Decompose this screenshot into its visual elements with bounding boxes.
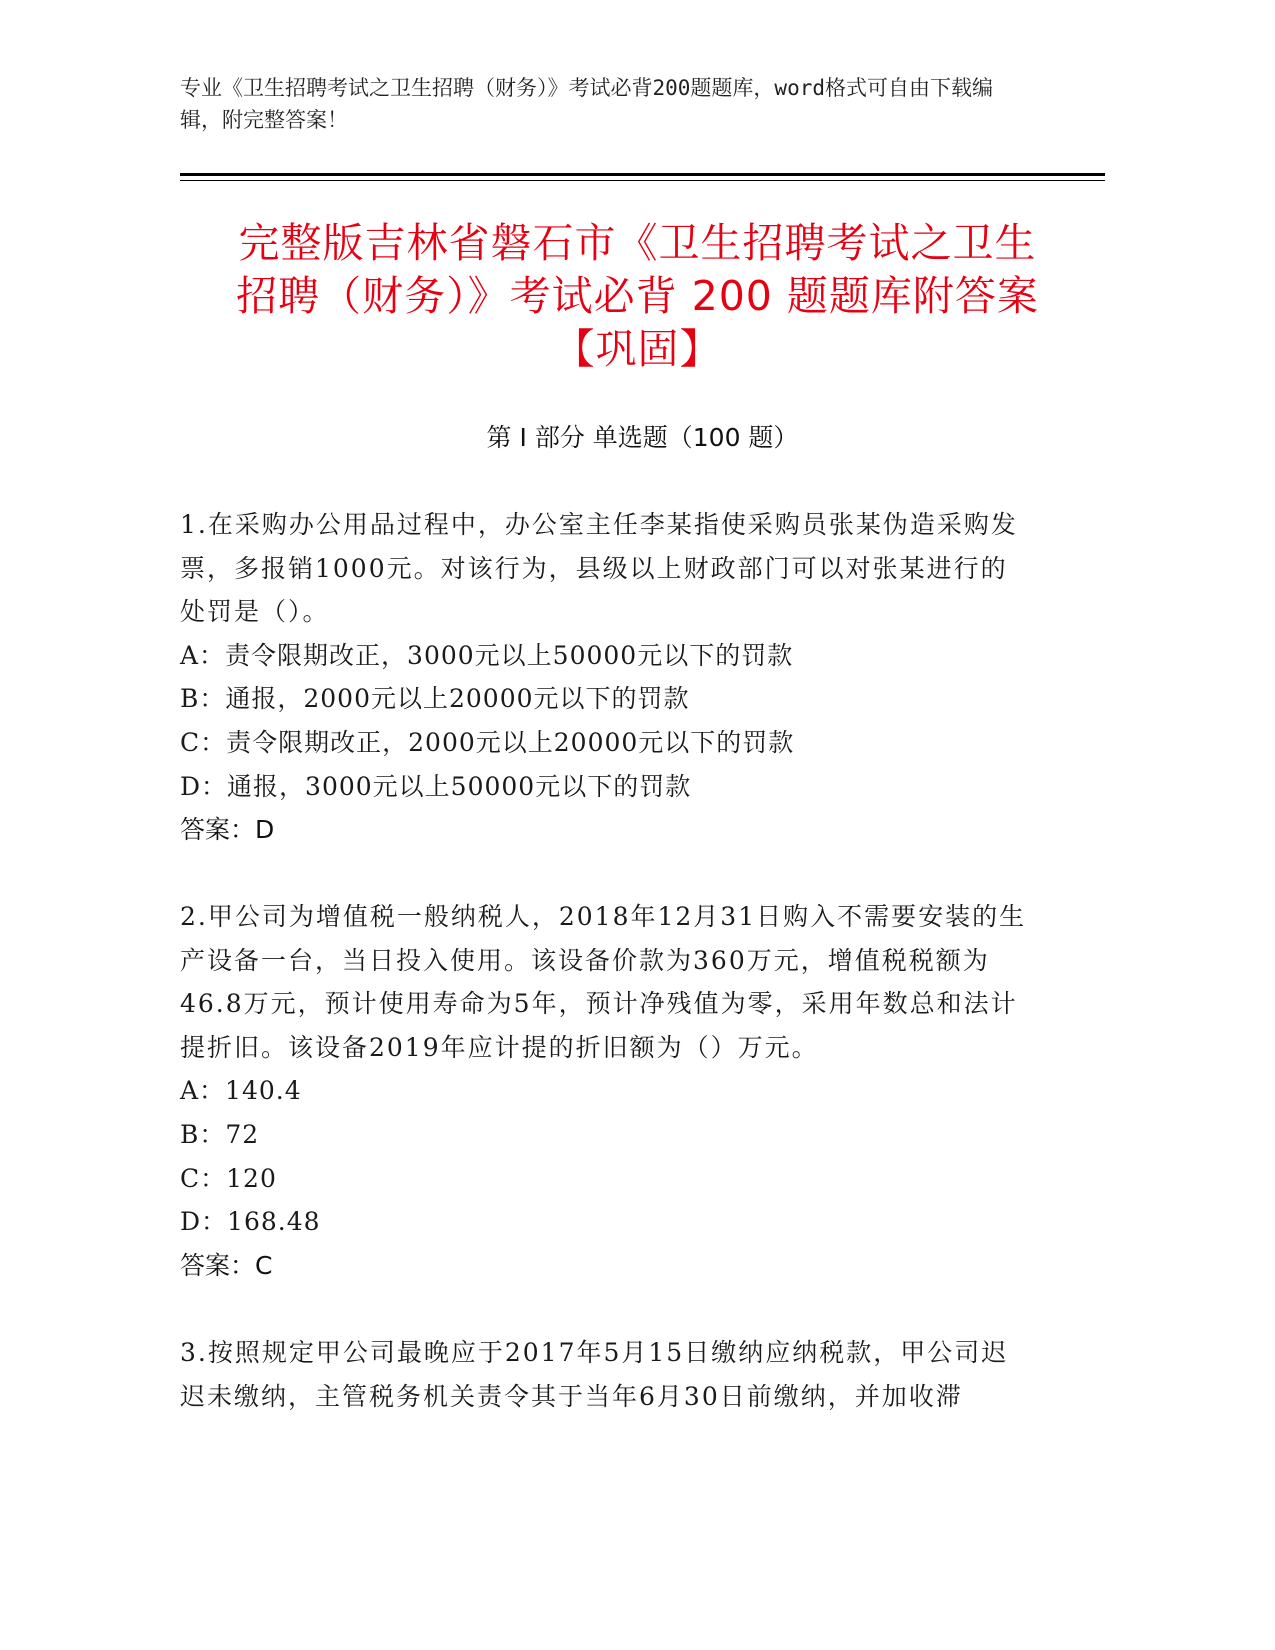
- question-2: [180, 895, 1030, 1287]
- section-heading: 第 I 部分 单选题（100 题）: [486, 423, 799, 452]
- option-c: C：120: [180, 1163, 277, 1193]
- title-line-2: 招聘（财务）》考试必背 200 题题库附答案: [236, 272, 1039, 320]
- question-1: [180, 503, 1030, 852]
- question-text: 2.甲公司为增值税一般纳税人，2018年12月31日购入不需要安装的生产设备一台，当日投入使用。该设备价款为360万元，增值税税额为46.8万元，预计使用寿命为5年，预计净残值为零，采用年数总和法计提折旧。该设备2019年应计提的折旧额为（）万元。: [180, 902, 1027, 1062]
- title-line-1: 完整版吉林省磐石市《卫生招聘考试之卫生: [238, 219, 1037, 267]
- question-3: [180, 1331, 1030, 1421]
- option-a: A：责令限期改正，3000元以上50000元以下的罚款: [180, 640, 794, 670]
- question-text: 3.按照规定甲公司最晚应于2017年5月15日缴纳应纳税款，甲公司迟迟未缴纳，主管税务机关责令其于当年6月30日前缴纳，并加收滞: [180, 1338, 1009, 1411]
- option-b: B：通报，2000元以上20000元以下的罚款: [180, 684, 690, 714]
- header-rule-thick: [180, 173, 1105, 176]
- option-c: C：责令限期改正，2000元以上20000元以下的罚款: [180, 727, 795, 757]
- header-note: 专业《卫生招聘考试之卫生招聘（财务）》考试必背200题题库，word格式可自由下载编辑，附完整答案！: [180, 76, 993, 132]
- document-title: [160, 217, 1115, 376]
- option-d: D：168.48: [180, 1207, 321, 1237]
- question-text: 1.在采购办公用品过程中，办公室主任李某指使采购员张某伪造采购发票，多报销1000元。对该行为，县级以上财政部门可以对张某进行的处罚是（）。: [180, 510, 1018, 627]
- answer: 答案：D: [180, 815, 275, 845]
- header-rule-thin: [180, 180, 1105, 181]
- title-line-3: 【巩固】: [553, 325, 722, 373]
- option-d: D：通报，3000元以上50000元以下的罚款: [180, 771, 692, 801]
- answer: 答案：C: [180, 1250, 273, 1280]
- option-a: A：140.4: [180, 1076, 302, 1106]
- option-b: B：72: [180, 1119, 260, 1149]
